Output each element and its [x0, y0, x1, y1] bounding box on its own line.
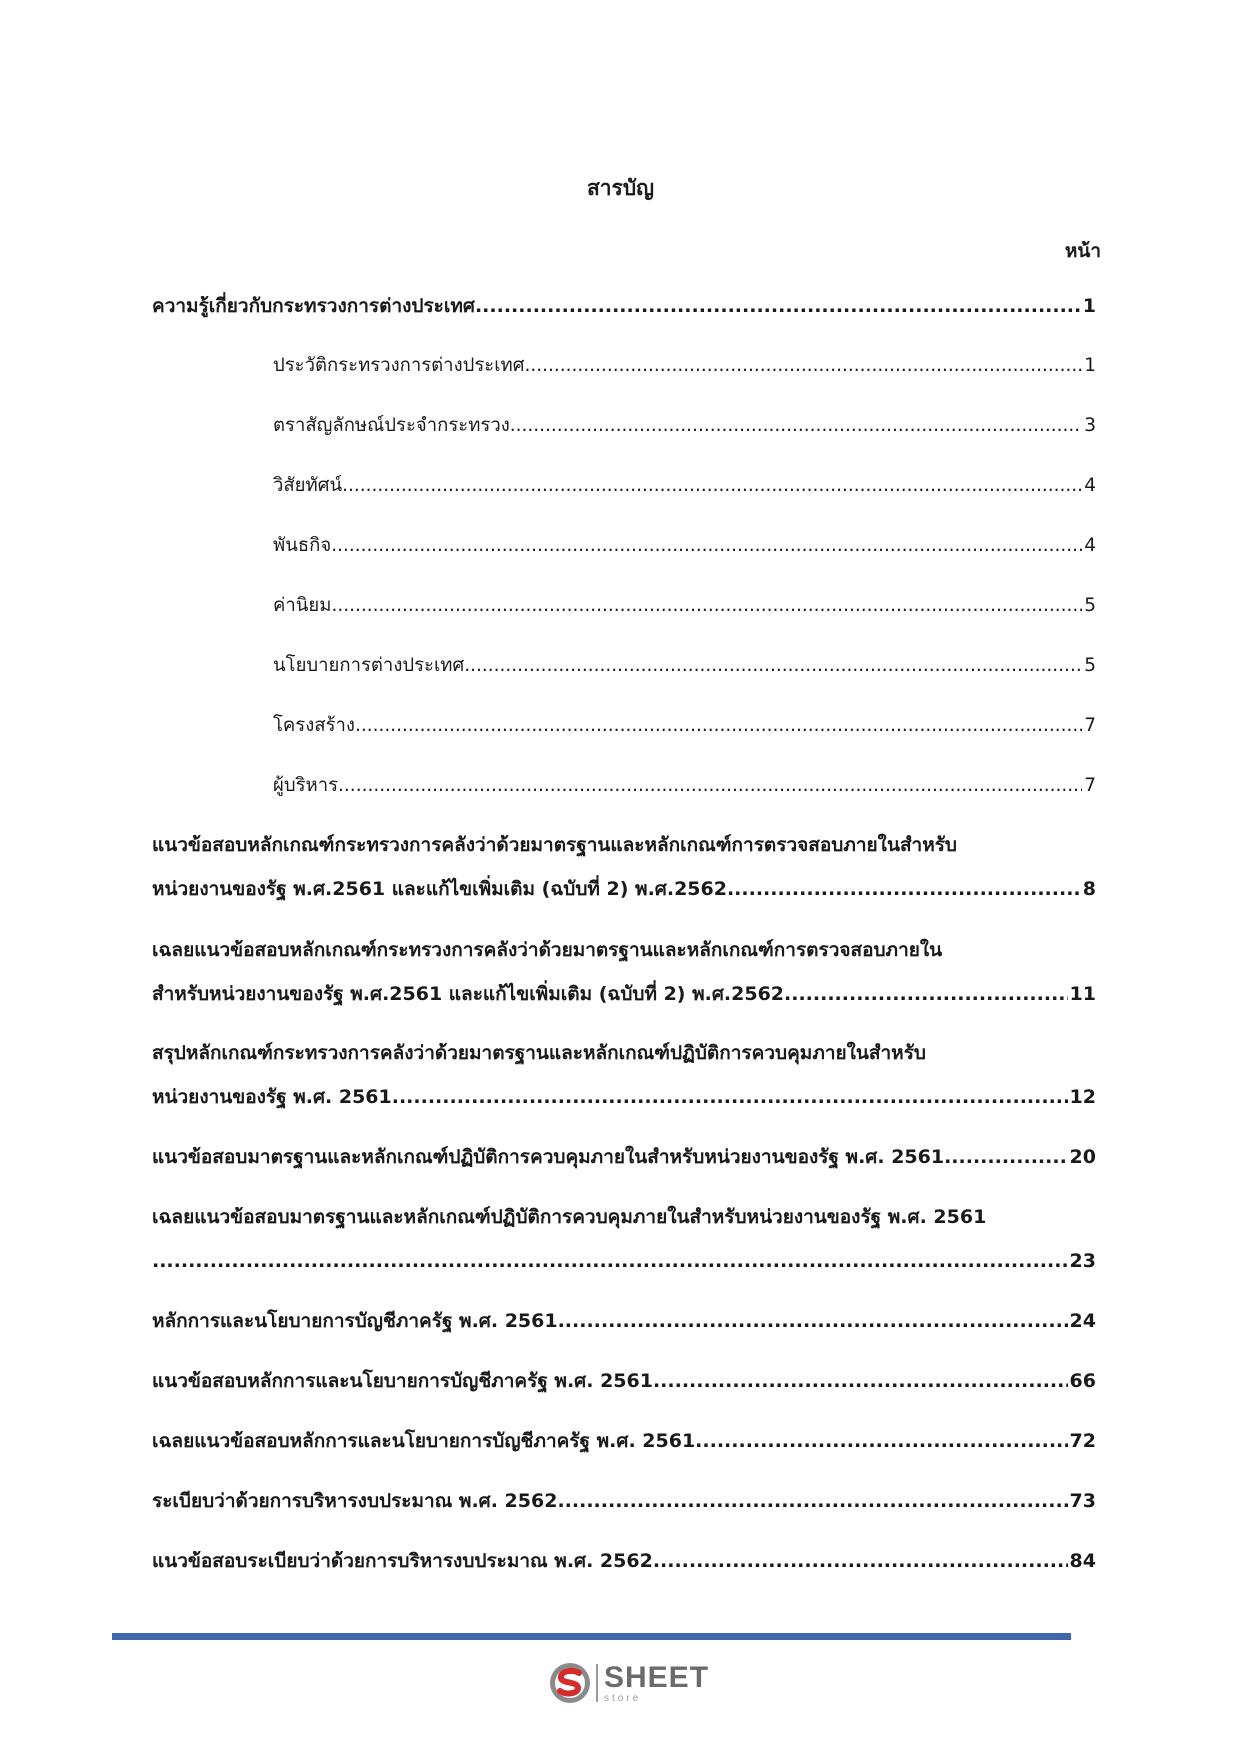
- page-title: สารบัญ: [586, 176, 655, 200]
- sheet-store-logo: [548, 1658, 718, 1708]
- toc-entry-page: 1: [1084, 355, 1096, 376]
- toc-entry-title-line1: สรุปหลักเกณฑ์กระทรวงการคลังว่าด้วยมาตรฐานและหลักเกณฑ์ปฏิบัติการควบคุมภายในสำหรับ: [152, 1042, 926, 1064]
- toc-entry-page: 1: [1082, 295, 1096, 317]
- dot-leader: [557, 1486, 1067, 1516]
- dot-leader: [331, 531, 1082, 561]
- logo-wordmark: [604, 1660, 710, 1704]
- logo-word: SHEET: [604, 1660, 710, 1694]
- dot-leader: [342, 471, 1082, 501]
- toc-entry-title: ระเบียบว่าด้วยการบริหารงบประมาณ พ.ศ. 2562: [152, 1490, 558, 1512]
- dot-leader: [784, 979, 1068, 1009]
- toc-entry[interactable]: [152, 1142, 1096, 1172]
- toc-entry-title-line1: เฉลยแนวข้อสอบมาตรฐานและหลักเกณฑ์ปฏิบัติการควบคุมภายในสำหรับหน่วยงานของรัฐ พ.ศ. 2561: [152, 1206, 987, 1228]
- toc-entry-title: พันธกิจ: [273, 535, 332, 556]
- toc-entry-title: หน่วยงานของรัฐ พ.ศ. 2561: [152, 1086, 392, 1108]
- toc-entry-title: ค่านิยม: [273, 595, 332, 616]
- toc-entry-title: แนวข้อสอบมาตรฐานและหลักเกณฑ์ปฏิบัติการควบคุมภายในสำหรับหน่วยงานของรัฐ พ.ศ. 2561: [152, 1146, 945, 1168]
- toc-entry-page: 5: [1084, 655, 1096, 676]
- toc-entry-page: 84: [1069, 1550, 1096, 1572]
- toc-entry-page: 73: [1069, 1490, 1096, 1512]
- toc-entry[interactable]: [273, 411, 1096, 441]
- toc-entry-page: 7: [1084, 775, 1096, 796]
- toc-entry[interactable]: [273, 351, 1096, 381]
- toc-entry[interactable]: [152, 1486, 1096, 1516]
- dot-leader: [510, 411, 1082, 441]
- logo-subword: store: [604, 1692, 642, 1704]
- toc-entry[interactable]: [152, 291, 1096, 321]
- toc-entry[interactable]: [273, 591, 1096, 621]
- dot-leader: [944, 1142, 1067, 1172]
- dot-leader: [653, 1546, 1068, 1576]
- toc-entry[interactable]: [152, 1202, 1096, 1276]
- sheet-s-logo-icon: [548, 1661, 592, 1705]
- toc-entry-title: ผู้บริหาร: [273, 775, 339, 796]
- dot-leader: [392, 1082, 1068, 1112]
- toc-entry-title: ประวัติกระทรวงการต่างประเทศ: [273, 355, 525, 376]
- toc-entry-title-line1: เฉลยแนวข้อสอบหลักเกณฑ์กระทรวงการคลังว่าด้วยมาตรฐานและหลักเกณฑ์การตรวจสอบภายใน: [152, 939, 943, 961]
- dot-leader: [331, 591, 1082, 621]
- toc-entry-title: หน่วยงานของรัฐ พ.ศ.2561 และแก้ไขเพิ่มเติม (ฉบับที่ 2) พ.ศ.2562: [152, 878, 727, 900]
- toc-entry[interactable]: [152, 935, 1096, 1009]
- toc-entry[interactable]: [152, 830, 1096, 904]
- toc-entry-page: 72: [1069, 1430, 1096, 1452]
- dot-leader: [524, 351, 1082, 381]
- toc-entry-title: วิสัยทัศน์: [273, 475, 343, 496]
- dot-leader: [475, 291, 1081, 321]
- toc-entry-page: 11: [1069, 983, 1096, 1005]
- toc-entry-title: ตราสัญลักษณ์ประจำกระทรวง: [273, 415, 510, 436]
- logo-divider: [596, 1664, 598, 1702]
- toc-entry-title: แนวข้อสอบหลักการและนโยบายการบัญชีภาครัฐ พ.ศ. 2561: [152, 1370, 653, 1392]
- toc-entry-title: เฉลยแนวข้อสอบหลักการและนโยบายการบัญชีภาครัฐ พ.ศ. 2561: [152, 1430, 696, 1452]
- toc-entry[interactable]: [273, 651, 1096, 681]
- toc-entry-page: 4: [1084, 535, 1096, 556]
- toc-entry-page: 4: [1084, 475, 1096, 496]
- toc-entry-page: 5: [1084, 595, 1096, 616]
- footer-rule: [112, 1633, 1071, 1640]
- dot-leader: [355, 711, 1082, 741]
- dot-leader: [152, 1246, 1068, 1276]
- toc-entry-title: ความรู้เกี่ยวกับกระทรวงการต่างประเทศ: [152, 295, 475, 317]
- toc-entry-page: 20: [1069, 1146, 1096, 1168]
- dot-leader: [653, 1366, 1068, 1396]
- toc-entry[interactable]: [152, 1426, 1096, 1456]
- dot-leader: [727, 874, 1081, 904]
- toc-entry-title: นโยบายการต่างประเทศ: [273, 655, 465, 676]
- toc-entry-page: 7: [1084, 715, 1096, 736]
- toc-entry-title-line1: แนวข้อสอบหลักเกณฑ์กระทรวงการคลังว่าด้วยมาตรฐานและหลักเกณฑ์การตรวจสอบภายในสำหรับ: [152, 834, 957, 856]
- toc-entry-title: โครงสร้าง: [273, 715, 355, 736]
- toc-entry[interactable]: [273, 531, 1096, 561]
- toc-entry-page: 8: [1082, 878, 1096, 900]
- toc-entry-page: 23: [1069, 1250, 1096, 1272]
- toc-entry[interactable]: [273, 471, 1096, 501]
- toc-entry-title: หลักการและนโยบายการบัญชีภาครัฐ พ.ศ. 2561: [152, 1310, 558, 1332]
- toc-entry-page: 12: [1069, 1086, 1096, 1108]
- toc-entry[interactable]: [152, 1366, 1096, 1396]
- toc-entry[interactable]: [152, 1546, 1096, 1576]
- toc-entry-page: 3: [1084, 415, 1096, 436]
- toc-entry[interactable]: [273, 711, 1096, 741]
- toc-entry-title: สำหรับหน่วยงานของรัฐ พ.ศ.2561 และแก้ไขเพิ่มเติม (ฉบับที่ 2) พ.ศ.2562: [152, 983, 785, 1005]
- dot-leader: [464, 651, 1082, 681]
- toc-entry[interactable]: [152, 1038, 1096, 1112]
- toc-entry-page: 66: [1069, 1370, 1096, 1392]
- toc-entry-title: แนวข้อสอบระเบียบว่าด้วยการบริหารงบประมาณ พ.ศ. 2562: [152, 1550, 653, 1572]
- dot-leader: [695, 1426, 1067, 1456]
- dot-leader: [558, 1306, 1068, 1336]
- page-column-header: หน้า: [1064, 240, 1101, 262]
- dot-leader: [338, 771, 1082, 801]
- toc-entry-page: 24: [1069, 1310, 1096, 1332]
- toc-entry[interactable]: [152, 1306, 1096, 1336]
- toc-entry[interactable]: [273, 771, 1096, 801]
